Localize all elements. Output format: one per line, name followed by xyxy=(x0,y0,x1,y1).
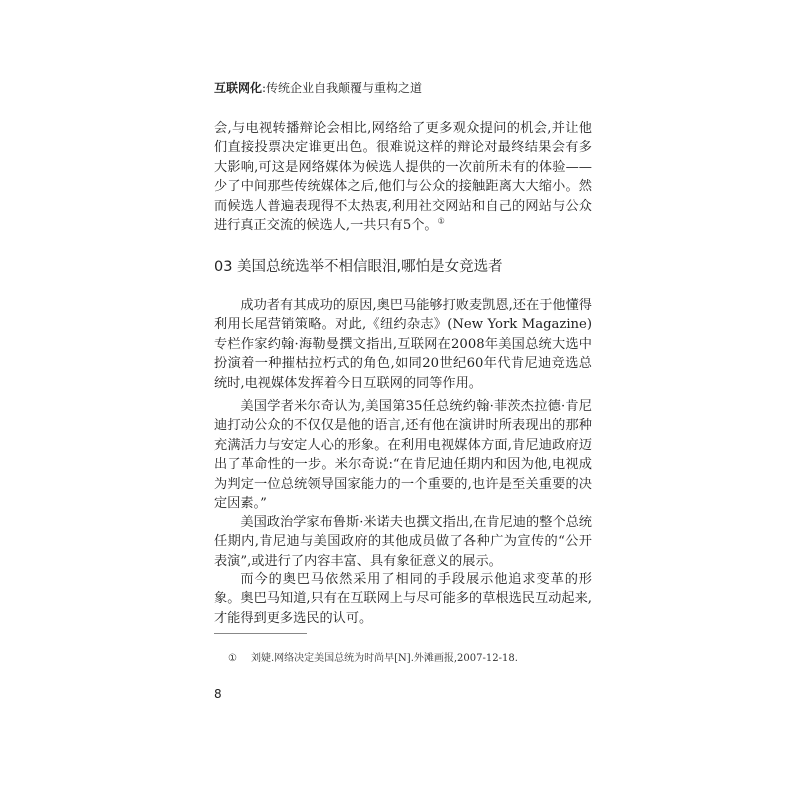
body-paragraph-3: 美国政治学家布鲁斯·米诺夫也撰文指出,在肯尼迪的整个总统任期内,肯尼迪与美国政府的其他成员做了各种广为宣传的“公开表演”,或进行了内容丰富、具有象征意义的展示。 xyxy=(214,515,592,569)
body-paragraph-2: 美国学者米尔奇认为,美国第35任总统约翰·菲茨杰拉德·肯尼迪打动公众的不仅仅是他的语言,还有他在演讲时所表现出的那种充满活力与安定人心的形象。在利用电视媒体方面,肯尼迪政府迈出了革命性的一步。米尔奇说:“在肯尼迪任期内和因为他,电视成为判定一位总统领导国家能力的一个重要的,也许是至关重要的决定因素。” xyxy=(214,399,592,512)
book-title: 互联网化 xyxy=(214,81,263,95)
footnote xyxy=(228,649,518,664)
section-heading: 03 美国总统选举不相信眼泪,哪怕是女竞选者 xyxy=(214,259,503,275)
footnote-text: 刘婕.网络决定美国总统为时尚早[N].外滩画报,2007-12-18. xyxy=(250,653,518,664)
running-header xyxy=(214,79,422,96)
footnote-marker: ① xyxy=(228,653,237,664)
footnote-divider xyxy=(214,633,307,634)
body-paragraph-1: 成功者有其成功的原因,奥巴马能够打败麦凯恩,还在于他懂得利用长尾营销策略。对此,《纽约杂志》(New York Magazine)专栏作家约翰·海勒曼撰文指出,互联网在2008年美国总统大选中扮演着一种摧枯拉朽式的角色,如同20世纪60年代肯尼迪竞选总统时,电视媒体发挥着今日互联网的同等作用。 xyxy=(214,298,592,391)
continued-paragraph-text: 会,与电视转播辩论会相比,网络给了更多观众提问的机会,并让他们直接投票决定谁更出色。很难说这样的辩论对最终结果会有多大影响,可这是网络媒体为候选人提供的一次前所未有的体验——少了中间那些传统媒体之后,他们与公众的接触距离大大缩小。然而候选人普遍表现得不太热衷,利用社交网站和自己的网站与公众进行真正交流的候选人,一共只有5个。 xyxy=(214,121,592,234)
continued-paragraph xyxy=(214,119,592,235)
book-subtitle: :传统企业自我颠覆与重构之道 xyxy=(262,81,423,95)
page-number: 8 xyxy=(214,687,222,701)
footnote-reference: ① xyxy=(437,216,445,226)
body-paragraph-4: 而今的奥巴马依然采用了相同的手段展示他追求变革的形象。奥巴马知道,只有在互联网上与尽可能多的草根选民互动起来,才能得到更多选民的认可。 xyxy=(214,572,592,626)
